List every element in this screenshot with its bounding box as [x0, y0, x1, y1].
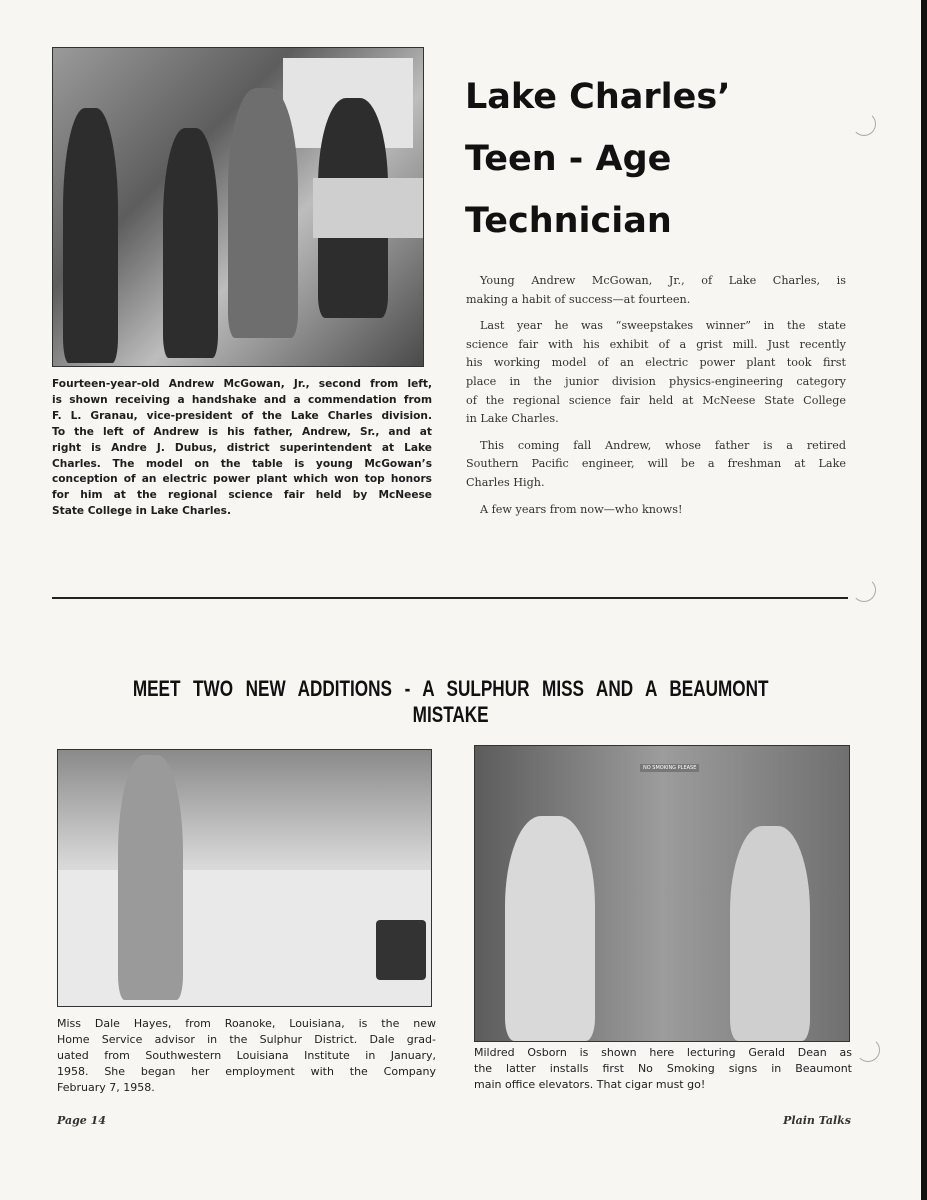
text-line: Miss Dale Hayes, from Roanoke, Louisiana, is the new [57, 1017, 436, 1030]
binder-hole [852, 578, 876, 602]
page-number: Page 14 [57, 1114, 106, 1127]
title-line: Technician [465, 201, 672, 241]
section-heading: MEET TWO NEW ADDITIONS - A SULPHUR MISS AND A BEAUMONT MISTAKE [132, 676, 769, 727]
text-line: Charles High. [466, 475, 545, 489]
photo-andrew-handshake [52, 47, 424, 367]
photo-caption-dale [57, 1016, 436, 1096]
text-line: right is Andre J. Dubus, district superintendent at Lake [52, 441, 432, 454]
text-line: Young Andrew McGowan, Jr., of Lake Charles, is [480, 274, 846, 287]
paragraph-gap [466, 309, 846, 317]
photo-no-smoking [474, 745, 850, 1042]
photo-caption-mildred [474, 1045, 852, 1093]
text-line: in Lake Charles. [466, 412, 559, 426]
paragraph [466, 437, 846, 493]
text-line: science fair with his exhibit of a grist mill. Just recently [466, 337, 846, 351]
text-line: February 7, 1958. [57, 1080, 155, 1094]
text-line: conception of an electric power plant which won top honors [52, 473, 432, 486]
scan-edge [921, 0, 927, 1200]
photo-caption-andrew [52, 377, 432, 520]
text-line: of the regional science fair held at McNeese State College [466, 393, 846, 407]
article-title [465, 66, 731, 252]
photo-dale-hayes [57, 749, 432, 1007]
text-line: place in the junior division physics-engineering category [466, 374, 846, 388]
section-divider [52, 597, 848, 599]
text-line: his working model of an electric power plant took first [466, 356, 846, 370]
text-line: F. L. Granau, vice-president of the Lake Charles division. [52, 409, 432, 422]
binder-hole [852, 112, 876, 136]
text-line: Charles. The model on the table is young McGowan’s [52, 457, 432, 470]
paragraph-gap [466, 429, 846, 437]
text-line: This coming fall Andrew, whose father is a retired [480, 438, 846, 452]
paragraph [466, 501, 846, 520]
text-line: Fourteen-year-old Andrew McGowan, Jr., second from left, [52, 378, 432, 390]
no-smoking-sign: NO SMOKING PLEASE [640, 764, 699, 772]
publication-name: Plain Talks [783, 1114, 851, 1127]
title-line: Teen - Age [465, 139, 672, 179]
paragraph [466, 272, 846, 309]
text-line: uated from Southwestern Louisiana Institute in January, [57, 1048, 436, 1062]
article-body [466, 272, 846, 519]
paragraph-gap [466, 493, 846, 501]
text-line: Home Service advisor in the Sulphur District. Dale grad- [57, 1032, 436, 1046]
binder-hole [856, 1038, 880, 1062]
text-line: State College in Lake Charles. [52, 505, 231, 518]
text-line: the latter installs first No Smoking signs in Beaumont [474, 1061, 852, 1075]
text-line: Southern Pacific engineer, will be a freshman at Lake [466, 457, 846, 471]
paragraph [466, 317, 846, 429]
text-line: 1958. She began her employment with the Company [57, 1064, 436, 1078]
text-line: main office elevators. That cigar must go! [474, 1077, 706, 1091]
text-line: Last year he was “sweepstakes winner” in the state [480, 319, 846, 333]
text-line: for him at the regional science fair held by McNeese [52, 489, 432, 502]
text-line: is shown receiving a handshake and a commendation from [52, 393, 432, 406]
title-line: Lake Charles’ [465, 77, 731, 117]
text-line: making a habit of success—at fourteen. [466, 292, 691, 306]
text-line: A few years from now—who knows! [480, 502, 683, 516]
text-line: Mildred Osborn is shown here lecturing Gerald Dean as [474, 1046, 852, 1059]
text-line: To the left of Andrew is his father, Andrew, Sr., and at [52, 425, 432, 438]
